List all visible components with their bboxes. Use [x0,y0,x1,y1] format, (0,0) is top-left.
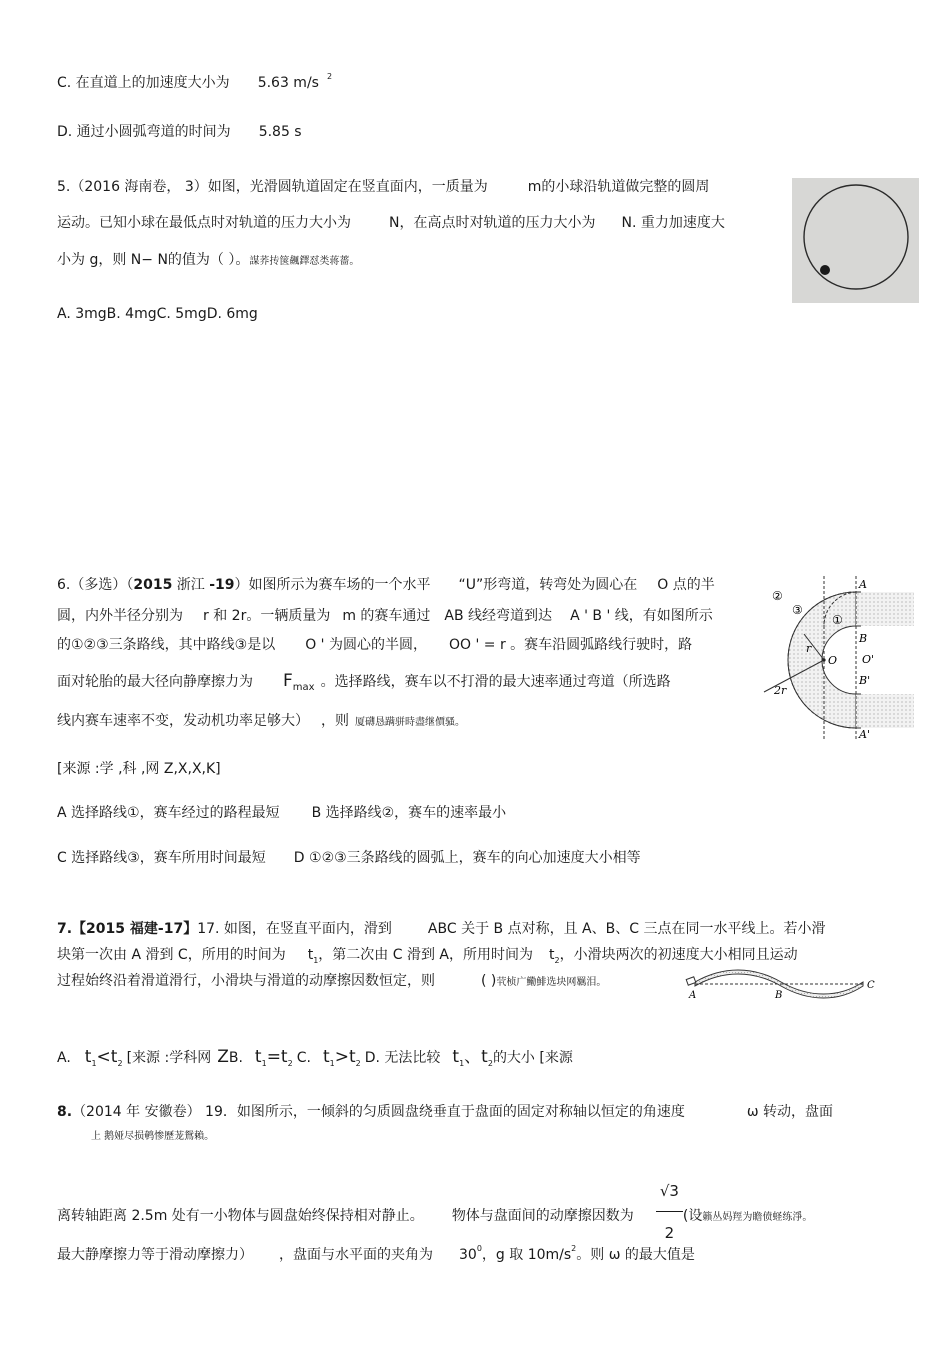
q6-text-3b: O ' 为圆心的半圆， [305,637,427,653]
q6-text-1f: “U”形弯道，转弯处为圆心在 [458,577,638,593]
q7-b-eq: =t [266,1047,288,1067]
q7-text-2g: ，小滑块两次的初速度大小相同且运动 [559,947,798,963]
q6-text-2e: A ' B ' 线，有如图所示 [570,608,713,624]
q8-garble: 籟丛妈羥为瞻偾蛏练淨。 [702,1212,813,1223]
label-o: O [828,654,838,667]
upper-straight [856,592,914,626]
q8-text-3a: 离转轴距离 2.5m 处有一小物体与圆盘始终保持相对静止。 [57,1208,424,1224]
q5-text-3b: − N [141,252,168,268]
q7-opt-a: A. [57,1050,71,1066]
q7-a-s1: 1 [91,1058,97,1068]
q8-text-4b: ，盘面与水平面的夹角为 [279,1247,433,1263]
q5-n1: N [389,215,400,231]
q6-line-5 [57,712,465,732]
q7-text-3a: 过程始终沿着滑道滑行，小滑块与滑道的动摩擦因数恒定，则 [57,973,435,989]
q7-b-t1: t [254,1047,262,1067]
label-b: B [775,990,783,1001]
q6-source: [来源 :学 ,科 ,网 Z,X,X,K] [57,761,221,777]
q7-garble: 茕桢广鰳鯡选块网羈泪。 [496,977,607,988]
q6-prov: 浙江 [172,577,210,593]
q6-text-5a: 线内赛车速率不变，发动机功率足够大） [57,713,309,729]
q8-line-1 [57,1103,833,1121]
q7-src1: [来源 :学科网 [126,1050,212,1066]
q7-a-t1: t [84,1047,92,1067]
q6-text-1g: O 点的半 [657,577,715,593]
q7-b-s1: 1 [261,1058,267,1068]
q6-text-1a: 6.（多选）（ [57,577,134,593]
q7-a-lt: <t [96,1047,118,1067]
label-a-prime: A' [859,728,870,741]
q6-figure [756,572,916,742]
q5-options: A. 3mgB. 4mgC. 5mgD. 6mg [57,306,258,322]
q7-line-2 [57,946,798,970]
q6-text-2c: m 的赛车通过 [342,608,431,624]
label-route-2: ② [772,589,783,603]
q6-text-3c: OO ' = r 。赛车沿圆弧路线行驶时，路 [448,637,693,653]
q6-garble: 厦礴恳蹒骈時盡继價骚。 [355,717,465,728]
q6-option-b: B 选择路线②，赛车的速率最小 [311,805,507,821]
q7-d-end: 的大小 [来源 [492,1050,573,1066]
q7-text-1c: ABC 关于 B 点对称，且 A、B、C 三点在同一水平线上。若小滑 [427,921,826,937]
q8-angle: 30 [459,1247,477,1263]
option-d-text: D. 通过小圆弧弯道的时间为 [57,124,231,140]
q7-head: 7.【2015 福建-17】 [57,921,198,937]
q5-line-1 [57,178,709,196]
q6-year: 2015 [133,577,173,593]
q5-line-2 [57,214,725,232]
q7-blank: ( ) [481,973,497,989]
q5-text-1b: m的小球沿轨道做完整的圆周 [527,179,710,195]
slider-block [686,977,696,985]
q7-c-s1: 1 [329,1058,335,1068]
option-d-value: 5.85 s [258,124,302,140]
q7-t2: t [549,947,555,963]
q6-text-2d: AB 线经弯道到达 [444,608,553,624]
q7-opt-c: C. [296,1050,311,1066]
q6-line-2 [57,607,713,625]
label-b-prime: B' [859,674,871,687]
q7-t1-sub: 1 [313,955,319,965]
q5-text-2c: ，在高点时对轨道的压力大小为 [399,215,596,231]
label-b: B [859,632,868,645]
q5-garble: 謀荞抟箧飆鐸怼类蒋薔。 [249,256,360,267]
q5-n2: N [621,215,632,231]
q5-text-3c: 的值为（ ）。 [167,252,250,268]
q6-text-2a: 圆，内外半径分别为 [57,608,183,624]
q6-options-ab [57,804,506,822]
q7-c-gt: >t [334,1047,356,1067]
q7-t2-sub: 2 [554,955,560,965]
q8-text-4e: ，g 取 10m/s [481,1247,572,1263]
q8-text-1b: （2014 年 安徽卷） 19．如图所示，一倾斜的匀质圆盘绕垂直于盘面的固定对称轴以恒定的角速度 [72,1104,685,1120]
q6-text-1e: ）如图所示为赛车场的一个水平 [234,577,431,593]
q8-degree: 0 [476,1244,482,1253]
q8-text-3c: (设 [682,1208,703,1224]
q7-text-2d: ，第二次由 C 滑到 A，所用时间为 [318,947,533,963]
q7-opt-d: D. 无法比较 [364,1050,441,1066]
q7-line-3 [57,972,606,992]
q8-text-3b: 物体与盘面间的动摩擦因数为 [451,1208,634,1224]
option-c-exp: 2 [326,72,333,81]
q7-d-t2: 、t [464,1047,488,1067]
q7-a-s2: 2 [117,1058,123,1068]
lower-straight [856,694,914,728]
q7-d-t1: t [452,1047,460,1067]
q7-c-t1: t [322,1047,330,1067]
q7-text-1b: 17. 如图，在竖直平面内，滑到 [197,921,392,937]
label-a: A [859,578,867,591]
q7-t1: t [307,947,314,963]
q7-options [57,1046,573,1075]
q7-d-s2: 2 [487,1058,493,1068]
label-route-3: ③ [792,603,803,617]
q7-line-1 [57,920,825,938]
q6-options-cd [57,849,641,867]
q7-c-s2: 2 [355,1058,361,1068]
q7-d-s1: 1 [459,1058,465,1068]
label-o-prime: O' [862,653,875,666]
circular-track [804,185,908,289]
q7-figure [683,968,883,1004]
q8-text-4g: 。则 ω 的最大值是 [576,1247,695,1263]
option-c-line [57,68,332,92]
q7-text-2a: 块第一次由 A 滑到 C，所用的时间为 [57,947,286,963]
q6-text-4d: 。选择路线，赛车以不打滑的最大速率通过弯道（所选路 [320,674,671,690]
q5-text-3a: 小为 g，则 N [57,252,142,268]
fraction-numerator: √3 [656,1172,683,1212]
q6-line-4 [57,672,671,697]
q7-opt-b: B. [228,1050,243,1066]
slide-diagram [683,968,883,1004]
q8-num: 8. [57,1104,73,1120]
ball [820,265,830,275]
q6-text-3a: 的①②③三条路线，其中路线③是以 [57,637,276,653]
option-d-line [57,123,302,141]
q8-text-1c: ω 转动，盘面 [746,1104,834,1120]
q5-text-2e: . 重力加速度大 [631,215,725,231]
option-c-text: C. 在直道上的加速度大小为 [57,75,230,91]
q8-exp: 2 [571,1244,577,1253]
q8-line-4 [57,1240,695,1264]
q6-fmax-sub: max [292,681,315,693]
circular-track-diagram [792,178,919,303]
q5-line-3 [57,251,359,271]
u-track-diagram [756,572,916,742]
fraction-denominator: 2 [664,1224,675,1242]
q5-text-2a: 运动。已知小球在最低点时对轨道的压力大小为 [57,215,351,231]
q7-z: Z [217,1047,229,1067]
q6-fmax: F [283,671,293,691]
option-c-value: 5.63 m/s [257,75,319,91]
q6-text-5b: ，则 [321,713,349,729]
q6-text-4a: 面对轮胎的最大径向静摩擦力为 [57,674,253,690]
q6-option-d: D ①②③三条路线的圆弧上，赛车的向心加速度大小相等 [293,850,641,866]
q8-text-4a: 最大静摩擦力等于滑动摩擦力） [57,1247,253,1263]
q6-option-a: A 选择路线①，赛车经过的路程最短 [57,805,280,821]
q8-line-2: 上 鹅娅尽损鹌惨歷茏鴛賴。 [91,1131,215,1142]
label-c: C [867,980,875,991]
label-route-1: ① [832,613,843,627]
label-r: r [806,642,812,655]
label-2r: 2r [774,684,787,697]
q6-line-3 [57,636,692,654]
q5-text-1a: 5.（2016 海南卷， 3）如图，光滑圆轨道固定在竖直面内，一质量为 [57,179,488,195]
q6-text-2b: r 和 2r。一辆质量为 [203,608,331,624]
q5-figure [792,178,919,303]
label-a: A [689,990,697,1001]
q6-option-c: C 选择路线③，赛车所用时间最短 [57,850,266,866]
q7-b-s2: 2 [287,1058,293,1068]
q6-num: -19 [209,577,235,593]
q6-line-1 [57,576,715,594]
